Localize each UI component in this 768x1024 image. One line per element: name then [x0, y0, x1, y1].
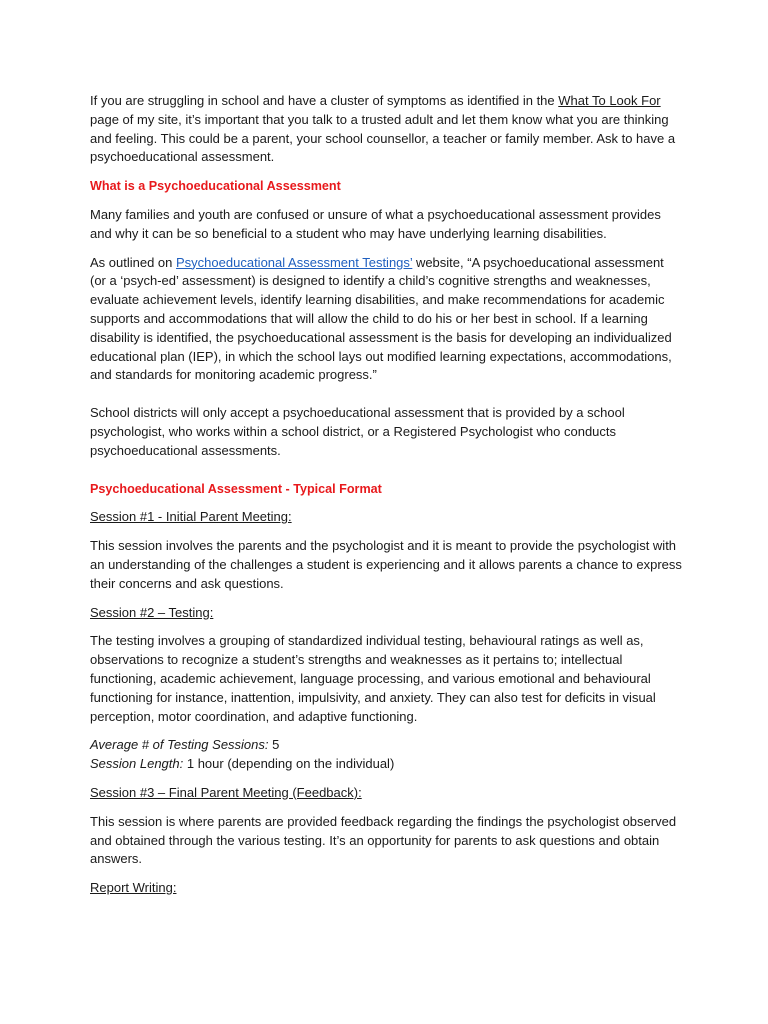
- what-to-look-for-link[interactable]: What To Look For: [558, 93, 661, 108]
- session1-title: Session #1 - Initial Parent Meeting:: [90, 509, 292, 525]
- session-length-value: 1 hour (depending on the individual): [183, 756, 395, 772]
- session-length-label: Session Length:: [90, 756, 184, 772]
- session-length-line: [90, 755, 682, 774]
- report-writing-title: Report Writing:: [90, 880, 177, 896]
- school-districts-paragraph: School districts will only accept a psychoeducational assessment that is provided by a school psychologist, who works within a school district, or a Registered Psychologist who conducts psychoeducational assessments.: [90, 405, 625, 458]
- section-heading-typical-format: Psychoeducational Assessment - Typical Format: [90, 481, 382, 496]
- session1-text: This session involves the parents and the psychologist and it is meant to provide the psychologist with an understanding of the challenges a student is experiencing and it allows parents a chance to express their concerns and ask questions.: [90, 538, 682, 591]
- session2-title: Session #2 – Testing:: [90, 604, 214, 620]
- session3-text: This session is where parents are provided feedback regarding the findings the psychologist observed and obtained through the various testing. It’s an opportunity for parents to ask questions and obtain answers.: [90, 813, 677, 867]
- outlined-paragraph: As outlined on Psychoeducational Assessment Testings’ website, “A psychoeducational assessment (or a ‘psych-ed’ assessment) is designed to identify a child’s cognitive strengths and weaknesses, evaluate achievement levels, identify learning disabilities, and make recommendations for academic supports and accommodations that will allow the child to do his or her best in school. If a learning disability is identified, the psychoeducational assessment is the basis for developing an individualized educational plan (IEP), in which the school lays out modified learning expectations, accommodations, and standards for monitoring academic progress.”: [90, 254, 672, 383]
- document-page: [90, 92, 682, 898]
- session3-title: Session #3 – Final Parent Meeting (Feedback):: [90, 784, 362, 800]
- section-heading-what-is: What is a Psychoeducational Assessment: [90, 179, 341, 194]
- avg-sessions-label: Average # of Testing Sessions:: [90, 737, 269, 753]
- families-paragraph: Many families and youth are confused or unsure of what a psychoeducational assessment provides and why it can be so beneficial to a student who may have underlying learning disabilities.: [90, 206, 661, 241]
- session2-text: The testing involves a grouping of standardized individual testing, behavioural ratings as well as, observations to recognize a student’s strengths and weaknesses as it pertains to; intellectual functioning, academic achievement, language processing, and various emotional and behavioural functioning for instance, inattention, impulsivity, and anxiety. They can also test for deficits in visual perception, motor coordination, and adaptive functioning.: [90, 633, 656, 724]
- avg-sessions-value: 5: [268, 737, 280, 753]
- avg-sessions-line: [90, 736, 682, 755]
- intro-paragraph: If you are struggling in school and have a cluster of symptoms as identified in the What To Look For page of my site, it’s important that you talk to a trusted adult and let them know what you are thinking and feeling. This could be a parent, your school counsellor, a teacher or family member. Ask to have a psychoeducational assessment.: [90, 93, 676, 165]
- psychoeducational-testings-link[interactable]: Psychoeducational Assessment Testings’: [176, 254, 413, 270]
